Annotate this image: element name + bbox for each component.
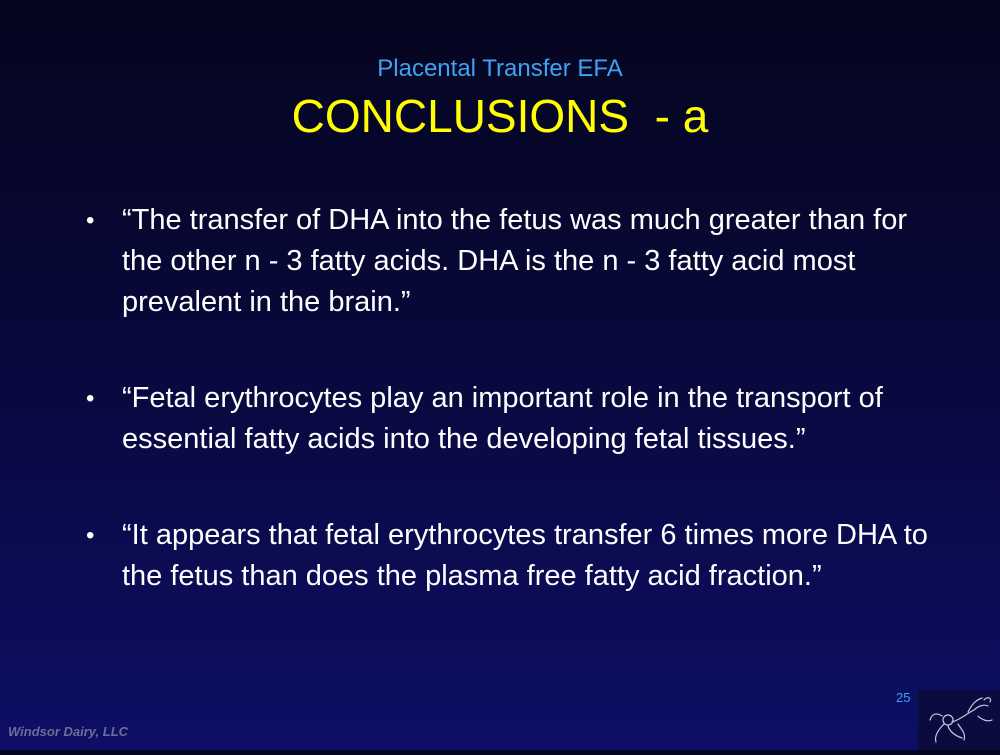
bullet-list [80, 200, 940, 652]
bullet-text: “Fetal erythrocytes play an important role in the transport of essential fatty acids into the developing fetal tissues.” [122, 382, 883, 455]
cherub-logo-graphic [918, 690, 1000, 750]
slide-title: CONCLUSIONS - a [291, 90, 709, 142]
bullet-item [80, 200, 940, 323]
page-number: 25 [896, 690, 911, 705]
bullet-dot-icon: • [86, 385, 95, 412]
bullet-dot-icon: • [86, 522, 95, 549]
cherub-logo-icon [918, 690, 1000, 750]
bullet-item [80, 515, 940, 597]
footer-company-name: Windsor Dairy, LLC [8, 724, 129, 739]
bullet-text: “The transfer of DHA into the fetus was much greater than for the other n - 3 fatty acids. DHA is the n - 3 fatty acid most prevalent in the brain.” [122, 204, 907, 318]
bullet-dot-icon: • [86, 207, 95, 234]
bullet-text: “It appears that fetal erythrocytes transfer 6 times more DHA to the fetus than does the plasma free fatty acid fraction.” [122, 519, 928, 592]
slide-subtitle: Placental Transfer EFA [377, 55, 623, 82]
bullet-item [80, 378, 940, 460]
